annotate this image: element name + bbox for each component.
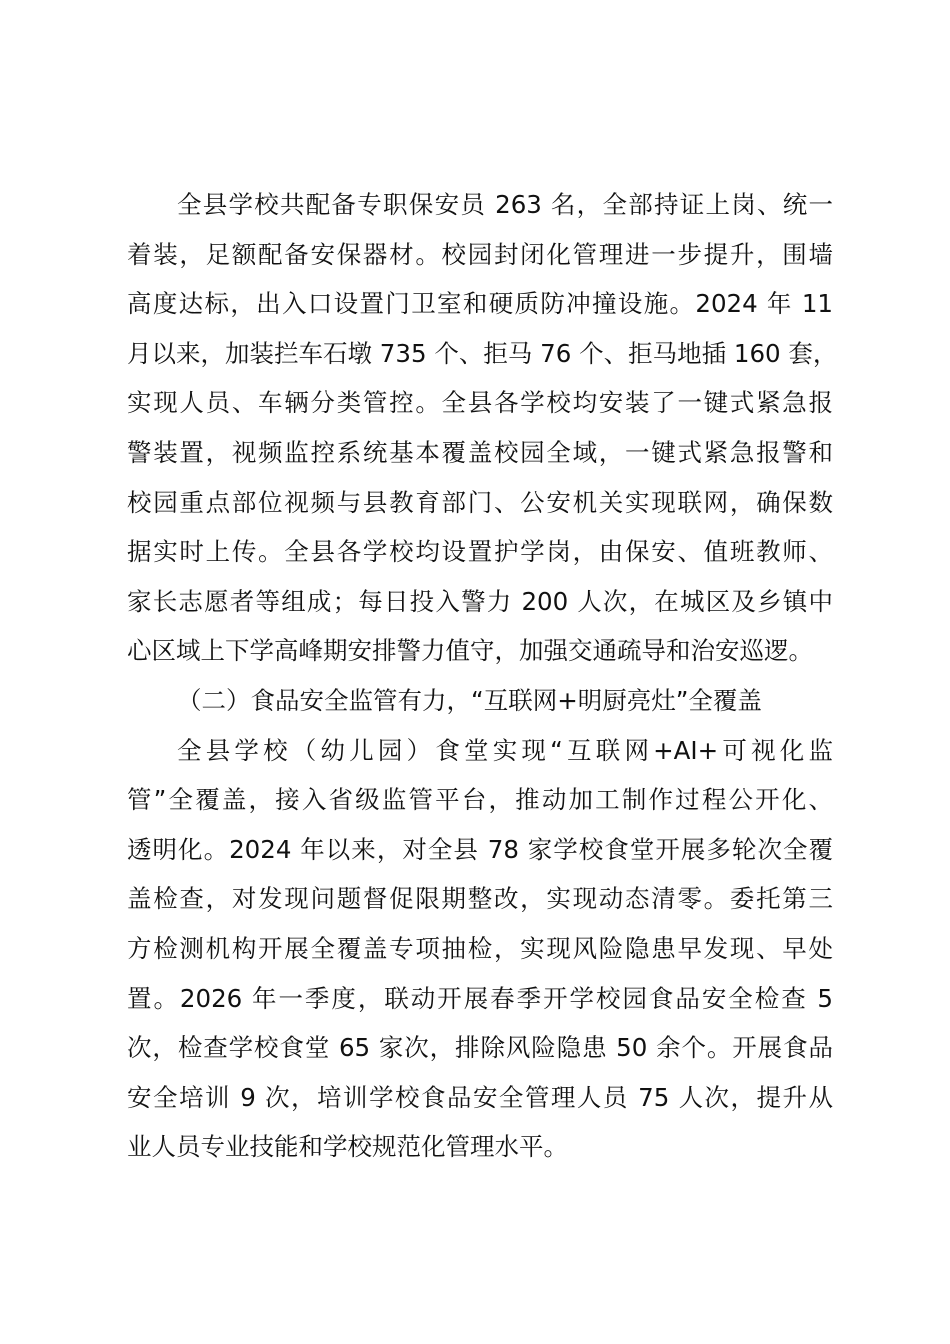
paragraph-line: 次，检查学校食堂 65 家次，排除风险隐患 50 余个。开展食品 (127, 1033, 833, 1063)
paragraph-line: 月以来，加装拦车石墩 735 个、拒马 76 个、拒马地插 160 套， (127, 338, 838, 368)
paragraph-line: 据实时上传。全县各学校均设置护学岗，由保安、值班教师、 (127, 537, 833, 567)
paragraph-line: 家长志愿者等组成；每日投入警力 200 人次，在城区及乡镇中 (127, 586, 833, 616)
paragraph-line: 心区域上下学高峰期安排警力值守，加强交通疏导和治安巡逻。 (127, 636, 813, 666)
paragraph-line: 置。2026 年一季度，联动开展春季开学校园食品安全检查 5 (127, 983, 833, 1013)
document-body (127, 180, 838, 1172)
paragraph-line: 盖检查，对发现问题督促限期整改，实现动态清零。委托第三 (127, 884, 833, 914)
paragraph-line: 管”全覆盖，接入省级监管平台，推动加工制作过程公开化、 (127, 785, 833, 815)
section-heading: （二）食品安全监管有力，“互联网+明厨亮灶”全覆盖 (177, 685, 762, 715)
paragraph-line: 业人员专业技能和学校规范化管理水平。 (127, 1132, 568, 1162)
paragraph-line: 安全培训 9 次，培训学校食品安全管理人员 75 人次，提升从 (127, 1082, 833, 1112)
paragraph-line: 着装，足额配备安保器材。校园封闭化管理进一步提升，围墙 (127, 239, 833, 269)
paragraph-line: 警装置，视频监控系统基本覆盖校园全域，一键式紧急报警和 (127, 437, 833, 467)
paragraph-school-security (127, 180, 838, 676)
paragraph-line: 全县学校（幼儿园）食堂实现“互联网+AI+可视化监 (177, 735, 833, 765)
paragraph-line: 全县学校共配备专职保安员 263 名，全部持证上岗、统一 (177, 190, 833, 219)
paragraph-line: 实现人员、车辆分类管控。全县各学校均安装了一键式紧急报 (127, 388, 833, 418)
paragraph-line: 高度达标，出入口设置门卫室和硬质防冲撞设施。2024 年 11 (127, 289, 833, 319)
paragraph-food-safety (127, 726, 833, 1172)
paragraph-line: 方检测机构开展全覆盖专项抽检，实现风险隐患早发现、早处 (127, 933, 833, 963)
paragraph-line: 透明化。2024 年以来，对全县 78 家学校食堂开展多轮次全覆 (127, 834, 833, 864)
paragraph-line: 校园重点部位视频与县教育部门、公安机关实现联网，确保数 (127, 487, 833, 517)
